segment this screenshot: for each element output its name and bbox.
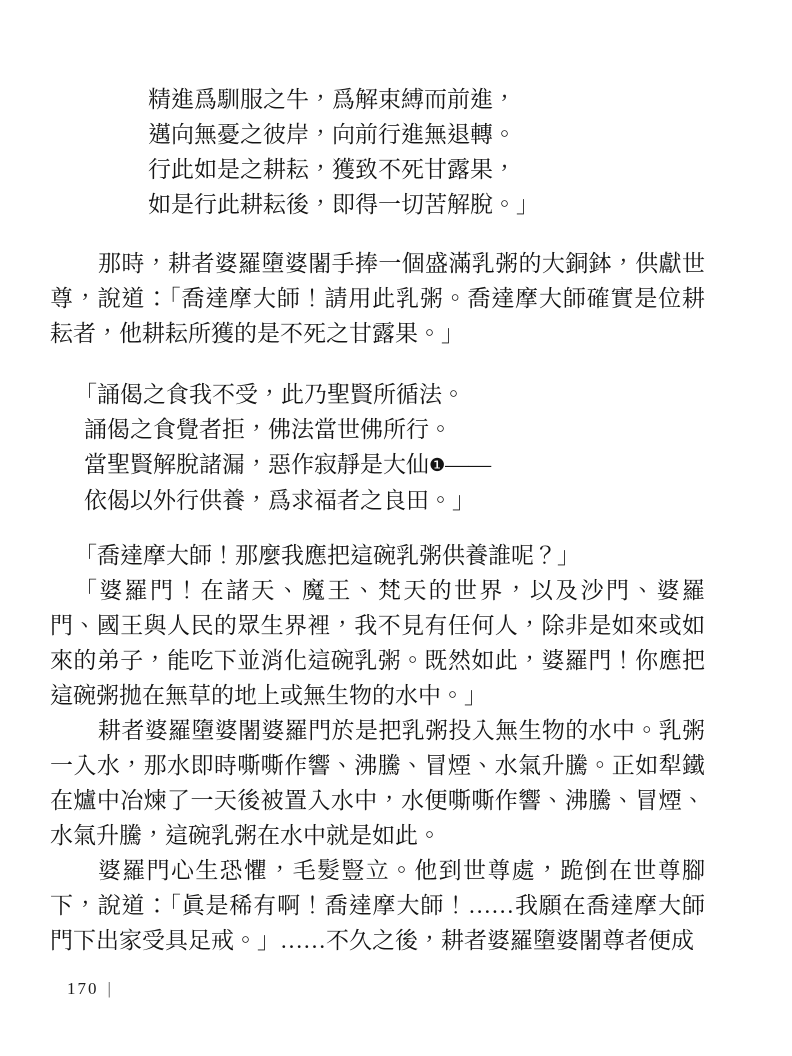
verse-line: 邁向無憂之彼岸，向前行進無退轉。 xyxy=(148,122,516,147)
narration-paragraph-milk-rice-water xyxy=(50,713,705,853)
verse-line-with-footnote xyxy=(50,447,705,483)
footer-rule: | xyxy=(107,979,113,998)
prose-line: 下，說道：「眞是稀有啊！喬達摩大師！……我願在喬達摩大師 xyxy=(50,893,705,918)
prose-line: 那時，耕者婆羅墮婆闍手捧一個盛滿乳粥的大銅鉢，供獻世 xyxy=(98,251,705,276)
page-footer xyxy=(67,979,113,999)
prose-line: 耘者，他耕耘所獲的是不死之甘露果。」 xyxy=(50,321,464,346)
prose-line: 這碗粥拋在無草的地上或無生物的水中。」 xyxy=(50,683,487,708)
page-number: 170 xyxy=(67,979,99,998)
narration-paragraph-offering xyxy=(50,246,705,351)
verse-line: 誦偈之食覺者拒，佛法當世佛所行。 xyxy=(84,417,452,442)
verse-line: 行此如是之耕耘，獲致不死甘露果， xyxy=(148,157,516,182)
prose-line: 在爐中冶煉了一天後被置入水中，水便嘶嘶作響、沸騰、冒煙、 xyxy=(50,788,705,813)
page-text xyxy=(50,82,705,958)
narration-paragraph-brahmin-ordination xyxy=(50,853,705,958)
verse-stanza-1 xyxy=(50,82,705,222)
verse-line: 依偈以外行供養，爲求福者之良田。」 xyxy=(84,488,475,513)
prose-line: 門下出家受具足戒。」……不久之後，耕者婆羅墮婆闍尊者便成 xyxy=(50,928,694,953)
prose-line: 婆羅門心生恐懼，毛髮豎立。他到世尊處，跪倒在世尊腳 xyxy=(98,858,705,883)
verse-line-text: 當聖賢解脫諸漏，惡作寂靜是大仙 xyxy=(84,452,429,477)
prose-line: 水氣升騰，這碗乳粥在水中就是如此。 xyxy=(50,823,441,848)
verse-stanza-2 xyxy=(50,377,705,518)
em-dash: —— xyxy=(445,452,492,477)
prose-line: 門、國王與人民的眾生界裡，我不見有任何人，除非是如來或如 xyxy=(50,613,705,638)
prose-line: 「婆羅門！在諸天、魔王、梵天的世界，以及沙門、婆羅 xyxy=(74,578,705,603)
verse-line: 「誦偈之食我不受，此乃聖賢所循法。 xyxy=(74,382,465,407)
prose-line: 耕者婆羅墮婆闍婆羅門於是把乳粥投入無生物的水中。乳粥 xyxy=(98,718,705,743)
prose-line: 來的弟子，能吃下並消化這碗乳粥。既然如此，婆羅門！你應把 xyxy=(50,648,705,673)
dialogue-paragraph-brahmin-question xyxy=(50,538,705,573)
prose-line: 「喬達摩大師！那麼我應把這碗乳粥供養誰呢？」 xyxy=(74,543,580,568)
verse-line: 如是行此耕耘後，即得一切苦解脫。」 xyxy=(148,192,539,217)
prose-line: 一入水，那水即時嘶嘶作響、沸騰、冒煙、水氣升騰。正如犁鐵 xyxy=(50,753,705,778)
dialogue-paragraph-buddha-answer xyxy=(50,573,705,713)
verse-line: 精進爲馴服之牛，爲解束縛而前進， xyxy=(148,87,516,112)
prose-line: 尊，說道：「喬達摩大師！請用此乳粥。喬達摩大師確實是位耕 xyxy=(50,286,705,311)
footnote-1-marker: ❶ xyxy=(429,455,446,476)
